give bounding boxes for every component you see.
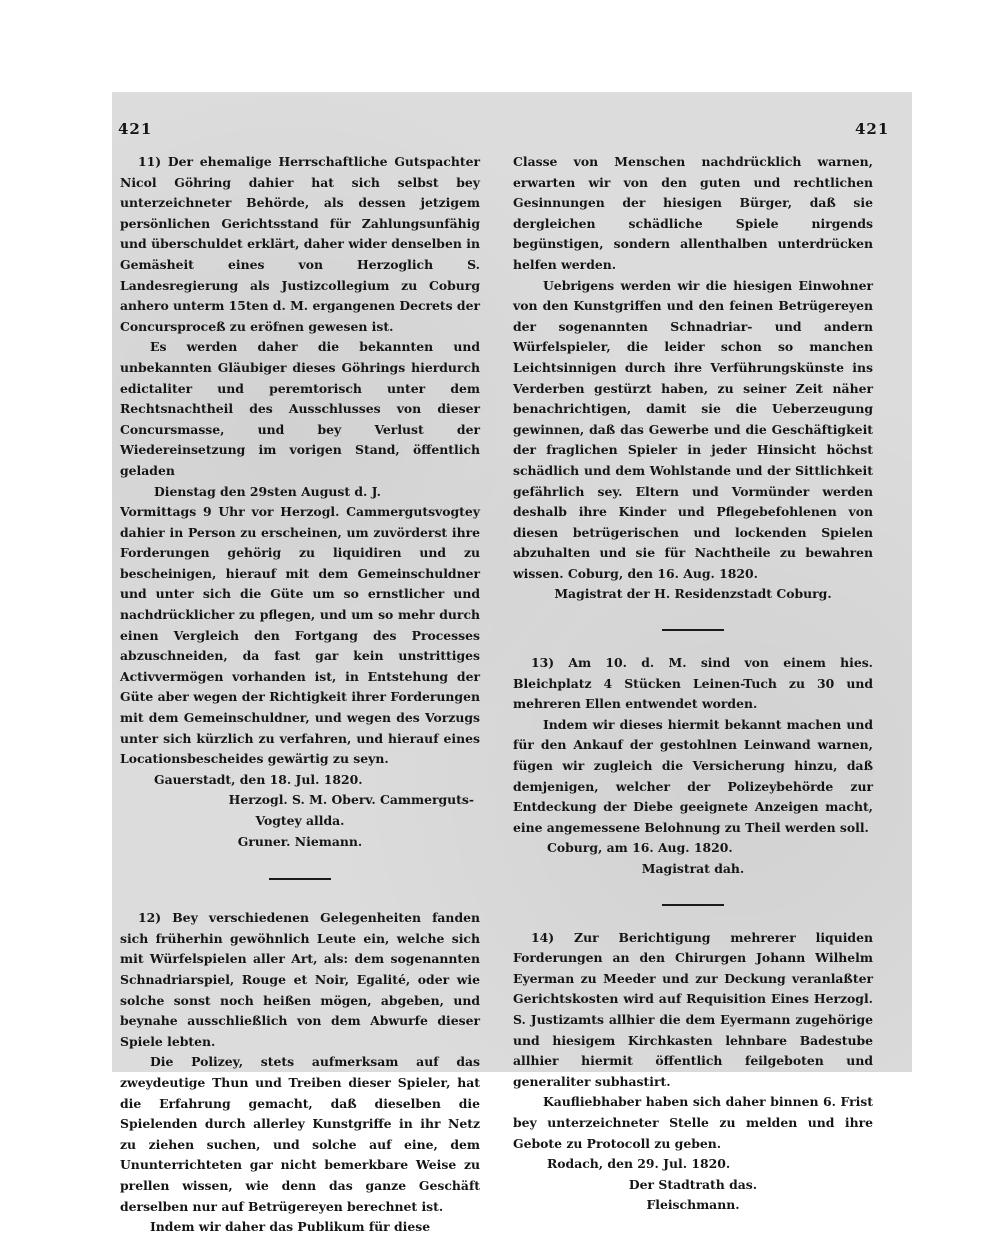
- notice-14-place-date: Rodach, den 29. Jul. 1820.: [547, 1156, 731, 1172]
- notice-14-paragraph-1: 14) Zur Berichtigung mehrerer liquiden Forderungen an den Chirurgen Johann Wilhelm Eyerman zu Meeder und zur Deckung veranlaßter Gerichtskosten wird auf Requisition Eines Herzogl. S. Justizamts allhier die dem Eyermann zugehörige und hiesigem Kirchkasten lehnbare Badestube allhier hiermit öffentlich feilgeboten und generaliter subhastirt.: [513, 929, 873, 1089]
- notice-12-paragraph-1: 12) Bey verschiedenen Gelegenheiten fanden sich früherhin gewöhnlich Leute ein, welche sich mit Würfelspielen aller Art, als: dem sogenannten Schnadriarspiel, Rouge et Noir, Egalité, oder wie solche sonst noch heißen mögen, abgeben, und beynahe ausschließlich von dem Abwurfe dieser Spiele lebten.: [120, 910, 480, 1049]
- notice-12-signature: Magistrat der H. Residenzstadt Coburg.: [554, 586, 832, 602]
- notice-11-signature-authority: Herzogl. S. M. Oberv. Cammerguts-: [228, 792, 474, 808]
- notice-11-paragraph-2: Es werden daher die bekannten und unbekannten Gläubiger dieses Göhrings hierdurch edictaliter und peremtorisch unter dem Rechtsnachtheil des Ausschlusses von dieser Concursmasse, und bey Verlust der Wiedereinsetzung im vorigen Stand, öffentlich geladen: [120, 339, 480, 478]
- notice-13-paragraph-1: 13) Am 10. d. M. sind von einem hies. Bleichplatz 4 Stücken Leinen-Tuch zu 30 und mehreren Ellen entwendet worden.: [513, 655, 873, 712]
- notice-13-place-date: Coburg, am 16. Aug. 1820.: [547, 840, 733, 856]
- notice-13-paragraph-2: Indem wir dieses hiermit bekannt machen und für den Ankauf der gestohlnen Leinwand warnen, fügen wir zugleich die Versicherung hinzu, daß demjenigen, welcher der Polizeybehörde zur Entdeckung der Diebe geeignete Anzeigen macht, eine angemessene Belohnung zu Theil werden soll.: [513, 716, 873, 835]
- page-number-left: 421: [118, 120, 153, 138]
- notice-12-paragraph-3: Indem wir daher das Publikum für diese: [150, 1219, 431, 1235]
- notice-11-paragraph-1: 11) Der ehemalige Herrschaftliche Gutspachter Nicol Göhring dahier hat sich selbst bey unterzeichneter Behörde, als dessen jetzigem persönlichen Gerichtsstand für Zahlungsunfähig und überschuldet erklärt, daher wider denselben in Gemäsheit eines von Herzoglich S. Landesregierung als Justizcollegium zu Coburg anhero unterm 15ten d. M. ergangenen Decrets der Concursproceß zu eröfnen gewesen ist.: [120, 154, 480, 334]
- page-number-right: 421: [855, 120, 890, 138]
- left-column: [120, 152, 480, 1238]
- notice-12-continued-paragraph-2: Uebrigens werden wir die hiesigen Einwohner von den Kunstgriffen und den feinen Betrügereyen der sogenannten Schnadriar- und andern Würfelspieler, die leider schon so manchen Leichtsinnigen durch ihre Verführungskünste ins Verderben gestürzt haben, zu seiner Zeit näher benachrichtigen, damit sie die Ueberzeugung gewinnen, daß das Gewerbe und die Geschäftigkeit der fraglichen Spieler in jeder Hinsicht höchst schädlich und dem Wohlstande und der Sittlichkeit gefährlich sey. Eltern und Vormünder werden deshalb ihre Kinder und Pflegebefohlenen von diesen betrügerischen und lockenden Spielen abzuhalten und sie für Nachtheile zu bewahren wissen. Coburg, den 16. Aug. 1820.: [513, 277, 873, 581]
- notice-11-place-date: Gauerstadt, den 18. Jul. 1820.: [154, 771, 363, 787]
- right-column: [513, 152, 873, 1216]
- notice-11-hearing-date: Dienstag den 29sten August d. J.: [154, 483, 381, 499]
- notice-14-signature-name: Fleischmann.: [646, 1197, 740, 1213]
- notice-13-signature: Magistrat dah.: [641, 861, 745, 876]
- notice-11-signature-office: Vogtey allda.: [255, 813, 345, 828]
- section-divider: [269, 878, 331, 880]
- notice-14-paragraph-2: Kaufliebhaber haben sich daher binnen 6. Frist bey unterzeichneter Stelle zu melden und ihre Gebote zu Protocoll zu geben.: [513, 1094, 873, 1151]
- section-divider: [662, 904, 724, 906]
- notice-11-signature-names: Gruner. Niemann.: [237, 833, 363, 849]
- notice-14-signature-council: Der Stadtrath das.: [628, 1176, 758, 1192]
- notice-12-continued-paragraph-1: Classe von Menschen nachdrücklich warnen, erwarten wir von den guten und rechtlichen Gesinnungen der hiesigen Bürger, daß sie dergleichen schädliche Spiele nirgends begünstigen, sondern allenthalben unterdrücken helfen werden.: [513, 154, 873, 272]
- notice-12-paragraph-2: Die Polizey, stets aufmerksam auf das zweydeutige Thun und Treiben dieser Spieler, hat die Erfahrung gemacht, daß dieselben die Spielenden durch allerley Kunstgriffe in ihr Netz zu ziehen suchen, und solche auf eine, dem Ununterrichteten gar nicht bemerkbare Weise zu prellen wissen, wie denn das ganze Geschäft derselben nur auf Betrügereyen berechnet ist.: [120, 1054, 480, 1214]
- notice-11-paragraph-3: Vormittags 9 Uhr vor Herzogl. Cammergutsvogtey dahier in Person zu erscheinen, um zuvörderst ihre Forderungen gehörig zu liquidiren und zu bescheinigen, hierauf mit dem Gemeinschuldner und unter sich die Güte um so ernstlicher und nachdrücklicher zu pflegen, und um so mehr durch einen Vergleich den Fortgang des Processes abzuschneiden, da fast gar kein unstrittiges Activvermögen vorhanden ist, in Entstehung der Güte aber wegen der Richtigkeit ihrer Forderungen mit dem Gemeinschuldner, und wegen des Vorzugs unter sich kürzlich zu verfahren, und hierauf eines Locationsbescheides gewärtig zu seyn.: [120, 504, 480, 767]
- section-divider: [662, 629, 724, 631]
